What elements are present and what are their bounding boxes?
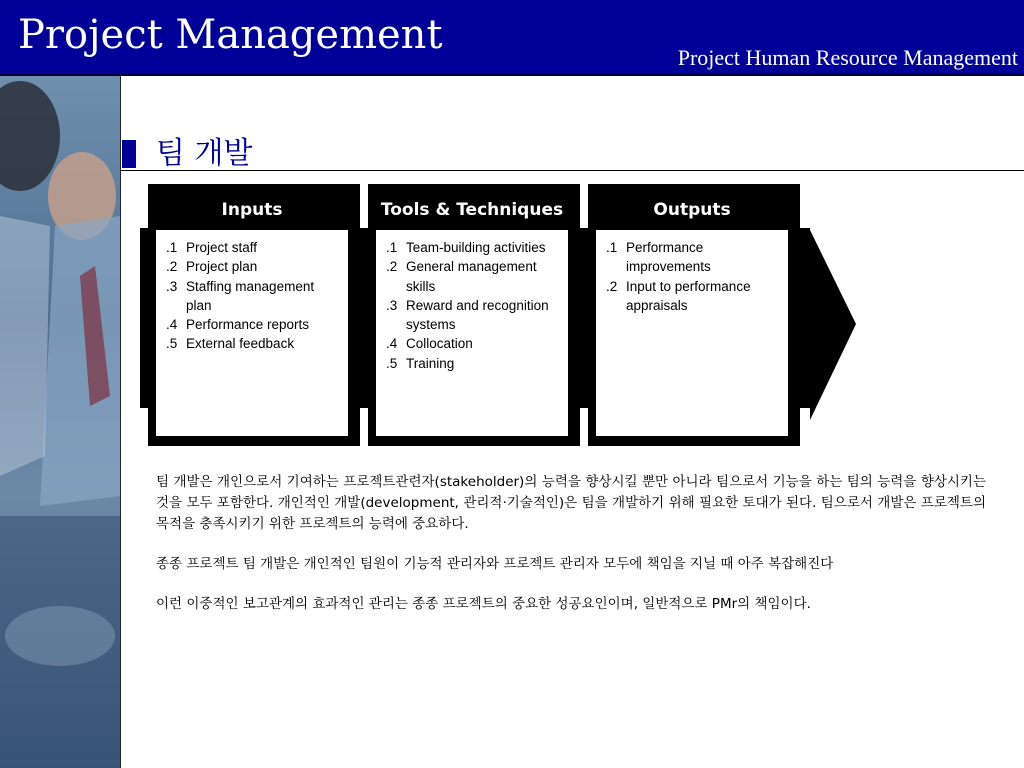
people-photo xyxy=(0,76,121,768)
paragraph: 이런 이중적인 보고관계의 효과적인 관리는 종종 프로젝트의 중요한 성공요인이며, 일반적으로 PMr의 책임이다. xyxy=(156,596,811,612)
section-title: 팀 개발 xyxy=(156,136,253,171)
list-item: .4 Collocation xyxy=(386,336,473,352)
outputs-heading: Outputs xyxy=(653,200,731,220)
page-subtitle: Project Human Resource Management xyxy=(677,45,1018,70)
inputs-heading: Inputs xyxy=(221,200,283,220)
list-item: .5 Training xyxy=(386,355,455,371)
paragraph: 종종 프로젝트 팀 개발은 개인적인 팀원이 기능적 관리자와 프로젝트 관리자 모두에 책임을 지닐 때 아주 복잡해진다 xyxy=(156,556,834,572)
list-item: .2 Input to performance appraisals xyxy=(606,278,751,313)
divider-line xyxy=(120,170,1024,171)
tools-techniques-list xyxy=(376,230,568,436)
body-text xyxy=(156,472,986,634)
list-item: .3 Reward and recognition systems xyxy=(386,297,549,333)
tools-techniques-box xyxy=(372,190,572,442)
list-item: .3 Staffing management plan xyxy=(166,278,315,313)
list-item: .2 General management skills xyxy=(386,259,537,294)
tools-techniques-heading: Tools & Techniques xyxy=(380,200,564,220)
list-item: .5 External feedback xyxy=(166,336,295,352)
page-title: Project Management xyxy=(18,12,443,58)
header-bar xyxy=(0,0,1024,76)
section-marker xyxy=(122,140,136,168)
inputs-box xyxy=(152,190,352,442)
list-item: .2 Project plan xyxy=(166,259,258,275)
list-item: .1 Performance improvements xyxy=(606,240,711,275)
paragraph: 팀 개발은 개인으로서 기여하는 프로젝트관련자(stakeholder)의 능력을 향상시킬 뿐만 아니라 팀으로서 기능을 하는 팀의 능력을 향상시키는 것을 모두 포함한다. 개인적인 개발(development, 관리적·기술적인)은 팀을 개발하기 위해 필요한 토대가 된다. 팀으로서 개발은 프로젝트의 목적을 충족시키기 위한 프로젝트의 능력에 중요하다. xyxy=(156,474,986,532)
outputs-list xyxy=(596,230,788,436)
list-item: .1 Project staff xyxy=(166,240,258,255)
process-diagram xyxy=(140,184,860,446)
inputs-list xyxy=(156,230,348,436)
outputs-box xyxy=(592,190,792,442)
list-item: .1 Team-building activities xyxy=(386,240,546,255)
list-item: .4 Performance reports xyxy=(166,317,310,333)
